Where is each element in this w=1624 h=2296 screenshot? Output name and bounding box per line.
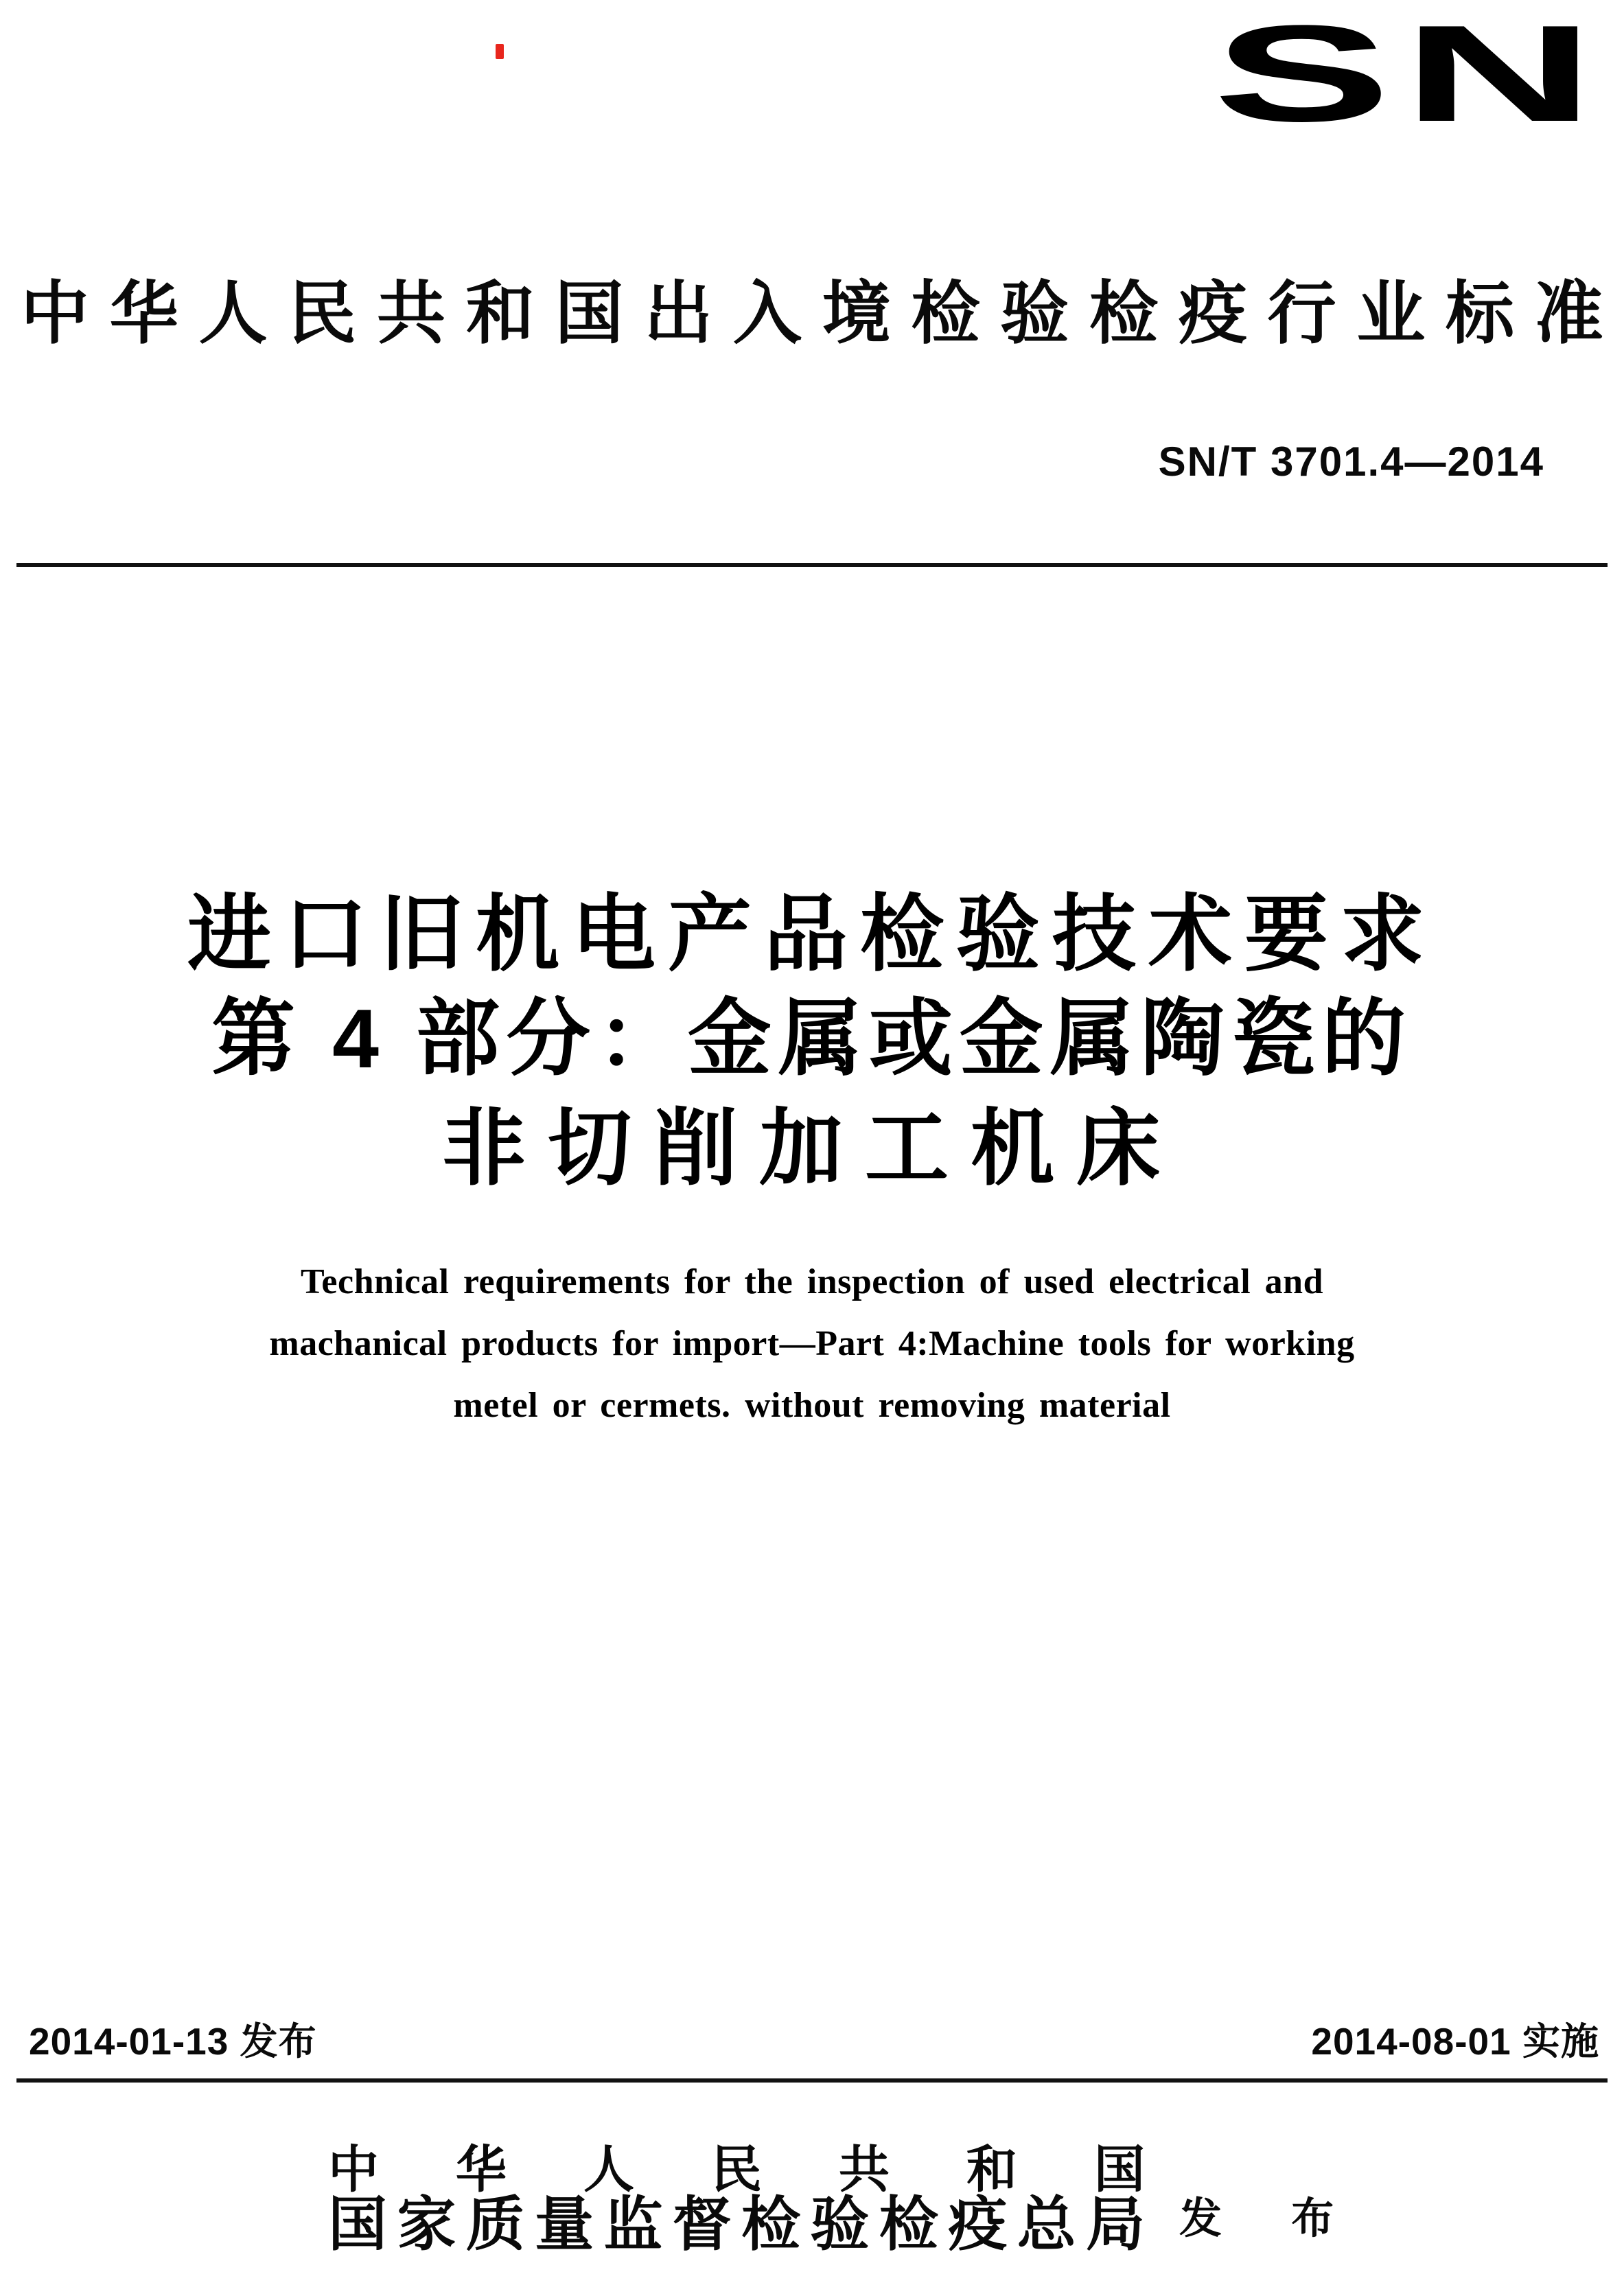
standard-number: SN/T 3701.4—2014 [1158,439,1544,485]
red-registration-mark-icon [496,44,504,59]
title-cn-line1: 进口旧机电产品检验技术要求 [187,888,1437,981]
bottom-horizontal-rule [16,2078,1608,2083]
title-en-line1: Technical requirements for the inspection of used electrical and [301,1262,1323,1301]
implementation-date: 2014-08-01 实施 [1311,2020,1599,2063]
top-horizontal-rule [16,563,1608,567]
issue-date: 2014-01-13 发布 [29,2020,317,2063]
sn-logo: SN [1213,0,1606,150]
title-en-line3: metel or cermets. without removing material [453,1386,1171,1425]
title-en-line2: machanical products for import—Part 4:Machine tools for working [269,1324,1355,1363]
title-cn-line2: 第 4 部分：金属或金属陶瓷的 [211,992,1413,1085]
publish-label: 发 布 [1179,2195,1363,2242]
standard-category-header: 中 华 人 民 共 和 国 出 入 境 检 验 检 疫 行 业 标 准 [21,275,1603,352]
publisher-agency-line: 国 家 质 量 监 督 检 验 检 疫 总 局 [328,2192,1145,2258]
publisher-country-line: 中 华 人 民 共 和 国 [328,2141,1145,2198]
title-cn-line3: 非切削加工机床 [442,1102,1182,1195]
